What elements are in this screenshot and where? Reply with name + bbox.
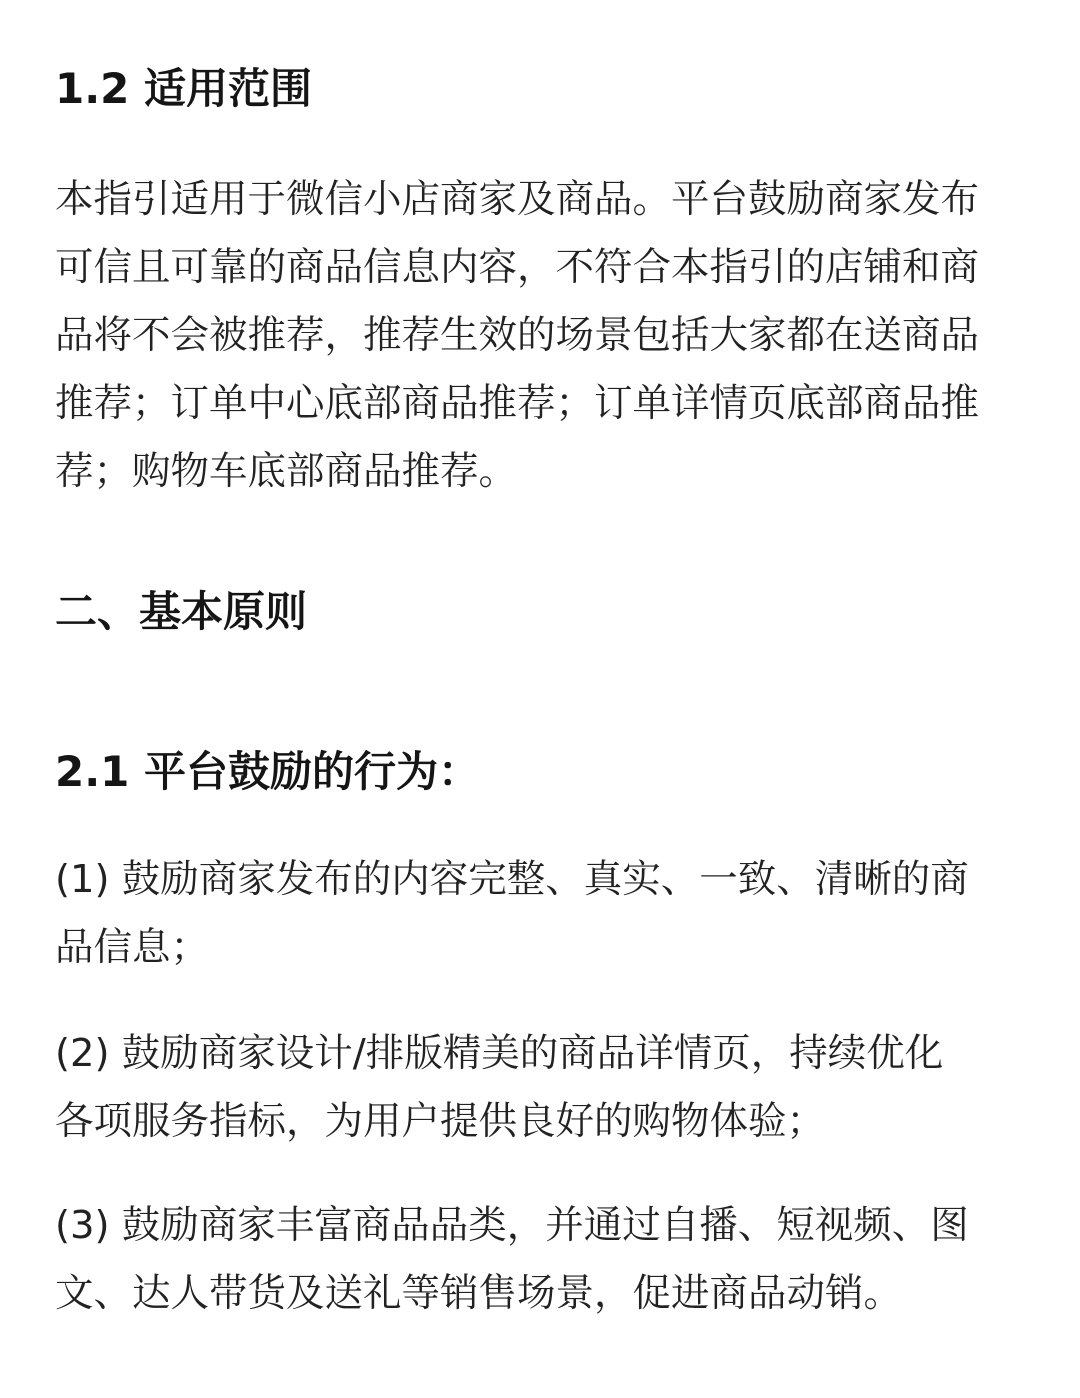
paragraph-line: 各项服务指标，为用户提供良好的购物体验；: [55, 1099, 826, 1144]
scope-paragraph: [55, 166, 1030, 506]
paragraph-line: 本指引适用于微信小店商家及商品。平台鼓励商家发布: [55, 177, 980, 222]
paragraph-line: (1) 鼓励商家发布的内容完整、真实、一致、清晰的商: [55, 857, 969, 902]
paragraph-line: 品信息；: [55, 925, 210, 970]
paragraph-line: 荐；购物车底部商品推荐。: [55, 449, 518, 494]
section-heading-2: 二、基本原则: [55, 587, 308, 636]
section-heading-1-2: 1.2 适用范围: [55, 64, 313, 113]
paragraph-line: 可信且可靠的商品信息内容，不符合本指引的店铺和商: [55, 245, 980, 290]
paragraph-line: (3) 鼓励商家丰富商品品类，并通过自播、短视频、图: [55, 1203, 969, 1248]
list-item-1: [55, 846, 1030, 982]
paragraph-line: 品将不会被推荐，推荐生效的场景包括大家都在送商品: [55, 313, 980, 358]
paragraph-line: (2) 鼓励商家设计/排版精美的商品详情页，持续优化: [55, 1031, 944, 1076]
section-heading-2-1: 2.1 平台鼓励的行为：: [55, 747, 481, 796]
paragraph-line: 推荐；订单中心底部商品推荐；订单详情页底部商品推: [55, 381, 980, 426]
list-item-3: [55, 1192, 1030, 1328]
paragraph-line: 文、达人带货及送礼等销售场景，促进商品动销。: [55, 1271, 903, 1316]
list-item-2: [55, 1020, 1030, 1156]
